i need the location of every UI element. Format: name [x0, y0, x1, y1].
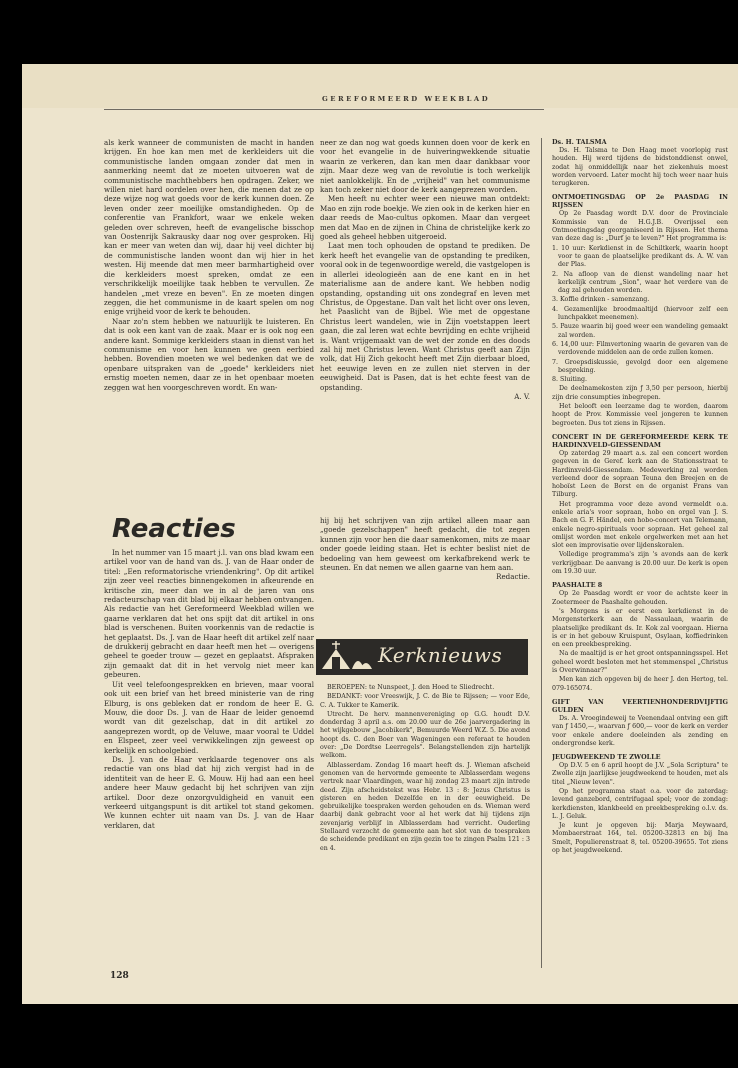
reacties-paragraph: Uit veel telefoongesprekken en brieven, maar vooral ook uit een brief van het breed ministerie van de ring Elburg, is ons gebleken dat er rondom de heer E. G. Mouw, die door Ds. J. van de Haar de leider genoemd wordt van dit gezelschap, dat in dit artikel zo aangeprezen wordt, op de Veluwe, maar vooral te Uddel en Elspeet, zeer veel verwikkelingen zijn geweest op kerkelijk en schoolgebied. [104, 679, 314, 755]
kerknieuws-column [320, 684, 530, 966]
section-paragraph: 8. Sluiting. [552, 376, 588, 384]
article-paragraph: als kerk wanneer de communisten de macht in handen krijgen. En hoe kan men met de kerkleiders uit die communistische landen omgaan zonder dat men in aanmerking neemt dat ze moeten uitvoeren wat de communistische machthebbers hen opdragen. Zeker, we willen niet hard oordelen over hen, die menen dat ze op deze wijze nog wat goeds voor de kerk kunnen doen. Ze leven onder zeer moeilijke omstandigheden. Op de conferentie van Frankfort, waar we enkele weken geleden over schreven, heeft de evangelische bisschop van Oostenrijk Sakrausky daar nog over gesproken. Hij kan er meer van weten dan wij, daar hij veel dichter bij de communistische landen woont dan wij hier in het westen. Hij meende dat men meer barmhartigheid over die kerkleiders moest spreken, omdat ze een verschrikkelijk moeilijke taak hebben te vervullen. Ze handelen „met vreze en beven". En ze moeten dingen zeggen, die het communisme in de kaart spelen om nog enige vrijheid voor de kerk te behouden. [104, 138, 314, 317]
section-heading: ONTMOETINGSDAG OP 2e PAASDAG IN RIJSSEN [552, 193, 728, 210]
article-paragraph: Naar zo'n stem hebben we natuurlijk te luisteren. En dat is ook een kant van de zaak. Maar er is ook nog een andere kant. Sommige kerkleiders staan in dienst van het communisme en voor hen kunnen we geen eerbied hebben. Bovendien moeten we wel bedenken dat we de openbare uitspraken van de „goede" kerkleiders niet ernstig moeten nemen, daar ze in het openbaar moeten zeggen wat hen voorgeschreven wordt. En wan- [104, 316, 314, 392]
section-paragraph: Op het programma staat o.a. voor de zaterdag: levend ganzebord, centrifugaal spel; voor de zondag: kerkdiensten, klankbeeld en preekbespreking o.l.v. ds. L. J. Geluk. [552, 788, 728, 820]
reacties-paragraph: Ds. J. van de Haar verklaarde tegenover ons als redactie van ons blad dat hij zich vergist had in de identiteit van de heer E. G. Mouw. Hij had aan een heel andere heer Mauw gedacht bij het schrijven van zijn artikel. Door deze onzorgvuldigheid en vanuit een verkeerd uitgangspunt is dit artikel tot stand gekomen. We kunnen echter uit naam van Ds. J. van de Haar verklaren, dat [104, 754, 314, 830]
section-paragraph: 7. Groepsdiskussie, gevolgd door een algemene bespreking. [552, 358, 728, 374]
section-paragraph: Je kunt je opgeven bij: Marja Meywaard, Mombaerstraat 164, tel. 05200-32813 en bij Ina Smelt, Populierenstraat 8, tel. 05200-39655. Tot ziens op het jeugdweekend. [552, 822, 728, 855]
section-paragraph: Het programma voor deze avond vermeldt o.a. enkele aria's voor sopraan, hobo en orgel van J. S. Bach en G. F. Händel, een hobo-concert van Telemann, enkele negro-spirituals voor sopraan. Het geheel zal omlijst worden met enkele orgelwerken met aan het slot een improvisatie over lijdenskoralen. [552, 500, 728, 550]
column-divider [541, 138, 542, 968]
article-paragraph: Laat men toch ophouden de opstand te prediken. De kerk heeft het evangelie van de opstanding te prediken, vooral ook in de tegenwoordige wereld, die vastgelopen is in allerlei ideologieën aan de ene kant en in het materialisme aan de andere kant. We hebben nodig opstanding, opstanding uit ons zondegraf en leven met Christus, de Opgestane. Dan valt het licht over ons leven, het Paaslicht van de Bijbel. Wie met de opgestane Christus leert wandelen, wie in Zijn voetstappen leert gaan, die zal leren wat echte bevrijding en echte vrijheid is. Want vrijgemaakt van de wet der zonde en des doods zal hij met Christus leven. Want Christus geeft aan Zijn volk, dat Hij Zich gekocht heeft met Zijn dierbaar bloed, het eeuwige leven en ze zullen niet sterven in der eeuwigheid. Dat is Pasen, dat is het echte feest van de opstanding. [320, 241, 530, 392]
section-heading: PAASHALTE 8 [552, 581, 603, 590]
section-paragraph: De deelnamekosten zijn ƒ 3,50 per persoon, hierbij zijn drie consumpties inbegrepen. [552, 385, 728, 401]
reacties-title: Reacties [112, 514, 236, 544]
reacties-column-2 [320, 516, 530, 636]
section-paragraph: 6. 14,00 uur: Filmvertoning waarin de gevaren van de verdovende middelen aan de orde zullen komen. [552, 340, 728, 357]
reacties-paragraph: In het nummer van 15 maart j.l. van ons blad kwam een artikel voor van de hand van ds. J. van de Haar onder de titel: „Een reformatorische vriendenkring". Op dit artikel zijn zeer veel reacties binnengekomen in afkeurende en kritische zin, meer dan we in al de jaren van ons redacteurschap van dit blad bij elkaar hebben ontvangen. Als redactie van het Gereformeerd Weekblad willen we gaarne verklaren dat het ons spijt dat dit artikel in ons blad is verschenen. Buiten voorkennis van de redactie is het geplaatst. Ds. J. van de Haar heeft dit artikel zelf naar de drukkerij gebracht en daar heeft men het — overigens geheel te goeder trouw — gezet en geplaatst. Afspraken zijn gemaakt dat dit in het vervolg niet meer kan gebeuren. [104, 548, 314, 680]
section-paragraph: 's Morgens is er eerst een kerkdienst in de Morgensterkerk aan de Nassaulaan, waarin de plaatselijke predikant ds. Ir. Kok zal voorgaan. Hierna is er in het gebouw Kruispunt, Osylaan, koffiedrinken en een preekbespreking. [552, 607, 728, 649]
reacties-column-1 [104, 548, 314, 963]
section-paragraph: Het belooft een leerzame dag te worden, daarom hoopt de Prov. Kommissie veel jongeren te kunnen begroeten. Dus tot ziens in Rijssen. [552, 403, 728, 427]
section-paragraph: 4. Gezamenlijke broodmaaltijd (hiervoor zelf een lunchpakket meenemen). [552, 305, 728, 322]
section-paragraph: Op 2e Paasdag wordt D.V. door de Provinciale Kommissie van de H.G.J.B. Overijssel een Ontmoetingsdag georganiseerd in Rijssen. Het thema van deze dag is: „Durf je te leven?" Het programma is: [552, 210, 728, 243]
section-heading: JEUGDWEEKEND TE ZWOLLE [552, 753, 661, 762]
page-number: 128 [110, 971, 129, 981]
magazine-page [22, 64, 738, 1004]
article-column-1 [104, 138, 314, 508]
church-icon [316, 639, 376, 675]
section-paragraph: 1. 10 uur: Kerkdienst in de Schiltkerk, waarin hoopt voor te gaan de plaatselijke predikant ds. A. W. van der Plas. [552, 244, 728, 269]
section-paragraph: Op D.V. 5 en 6 april hoopt de J.V. „Sola Scriptura" te Zwolle zijn jaarlijkse jeugdweekend te houden, met als titel „Nieuw leven". [552, 762, 728, 786]
reacties-paragraph: hij bij het schrijven van zijn artikel alleen maar aan „goede gezelschappen" heeft gedacht, die tot zegen kunnen zijn voor hen die daar samenkomen, mits ze maar onder goede leiding staan. Het is echter beslist niet de bedoeling van hem geweest om kerkafbrekend werk te steunen. En dat nemen we allen gaarne van hem aan. [320, 516, 530, 573]
section-heading: GIFT VAN VEERTIENHONDERDVIJFTIG GULDEN [552, 697, 728, 714]
article-signature: A. V. [514, 391, 530, 401]
kerknieuws-paragraph: BEROEPEN: te Nunspeet, J. den Hoed te Sliedrecht. [327, 684, 495, 691]
kerknieuws-paragraph: Utrecht. De herv. mannenvereniging op G.G. houdt D.V. donderdag 3 april a.s. om 20.00 uur de 26e jaarvergadering in het wijkgebouw „Jacobikerk", Bemuurde Weerd W.Z. 5. Die avond hoopt ds. C. den Boer van Wageningen een referaat te houden over: „De Dordtse Leerregels". Belangstellenden zijn hartelijk welkom. [320, 710, 530, 760]
kerknieuws-banner [316, 639, 528, 675]
section-heading: CONCERT IN DE GEREFORMEERDE KERK TE HARDINXVELD-GIESSENDAM [552, 432, 728, 449]
header-rule [104, 109, 544, 110]
page-header [22, 64, 738, 108]
section-paragraph: 3. Koffie drinken - samenzang. [552, 296, 650, 304]
section-paragraph: Men kan zich opgeven bij de heer J. den Hertog, tel. 079-165074. [552, 676, 728, 692]
right-news-column [552, 138, 728, 968]
section-paragraph: 2. Na afloop van de dienst wandeling naar het kerkelijk centrum „Sion", waar het verdere van de dag zal gehouden worden. [552, 270, 728, 295]
kerknieuws-title: Kerknieuws [378, 643, 503, 667]
section-paragraph: Ds. H. Talsma te Den Haag moet voorlopig rust houden. Hij werd tijdens de bidstonddienst onwel, zodat hij onmiddellijk naar het ziekenhuis moest worden vervoerd. Later mocht hij toch weer naar huis terugkeren. [552, 147, 728, 188]
publication-title: GEREFORMEERD WEEKBLAD [322, 95, 491, 103]
section-heading: Ds. H. TALSMA [552, 138, 607, 146]
reacties-signature: Redactie. [496, 572, 530, 582]
section-paragraph: Na de maaltijd is er het groot ontspanningsspel. Het geheel wordt besloten met het stemmenspel „Christus is Overwinnaar?" [552, 650, 728, 675]
section-paragraph: Op 2e Paasdag wordt er voor de achtste keer in Zoetermeer de Paashalte gehouden. [552, 590, 728, 606]
section-paragraph: Volledige programma's zijn 's avonds aan de kerk verkrijgbaar. De aanvang is 20.00 uur. De kerk is open om 19.30 uur. [552, 551, 728, 576]
article-paragraph: neer ze dan nog wat goeds kunnen doen voor de kerk en voor het evangelie in de huiveringwekkende situatie waarin ze verkeren, dan kan men daar dankbaar voor zijn. Maar deze weg van de revolutie is toch werkelijk niet aanlokkelijk. En de „vrijheid" van het communisme kan toch zeker niet door de kerk aangeprezen worden. [320, 138, 530, 195]
article-paragraph: Men heeft nu echter weer een nieuwe man ontdekt: Mao en zijn rode boekje. We zien ook in de kerken hier en daar reeds de Mao-cultus opkomen. Maar dan vergeet men dat Mao en de zijnen in China de christelijke kerk zo goed als geheel hebben uitgeroeid. [320, 194, 530, 242]
kerknieuws-paragraph: BEDANKT: voor Vreeswijk, J. C. de Bie te Rijssen; — voor Ede, C. A. Tukker te Kamerik. [320, 693, 530, 709]
section-paragraph: Ds. A. Vroegindeweij te Veenendaal ontving een gift van ƒ 1450,—, waarvan ƒ 600,— voor de kerk en verder voor enkele andere doeleinden als zending en ondergrondse kerk. [552, 714, 728, 747]
section-paragraph: 5. Pauze waarin bij goed weer een wandeling gemaakt zal worden. [552, 323, 728, 339]
kerknieuws-paragraph: Alblasserdam. Zondag 16 maart heeft ds. J. Wieman afscheid genomen van de hervormde gemeente te Alblasserdam wegens vertrek naar Vlaardingen, waar hij zondag 23 maart zijn intrede deed. Zijn afscheidstekst was Hebr. 13 : 8: Jezus Christus is gisteren en heden Dezelfde en in der eeuwigheid. De gebruikelijke toespraken werden gehouden en ds. Wieman werd daarbij dank gebracht voor al het werk dat hij tijdens zijn zevenjarig verblijf in Alblasserdam had verricht. Ouderling Stellaard verzocht de gemeente aan het slot van de toespraken de scheidende predikant en zijn gezin toe te zingen Psalm 121 : 3 en 4. [320, 761, 530, 852]
section-paragraph: Op zaterdag 29 maart a.s. zal een concert worden gegeven in de Geref. kerk aan de Stationsstraat te Hardinxveld-Giessendam. Medewerking zal worden verleend door de sopraan Teuna den Breejen en de hoboïst Leen de Borst en de organist Frans van Tilburg. [552, 449, 728, 499]
article-column-2 [320, 138, 530, 508]
